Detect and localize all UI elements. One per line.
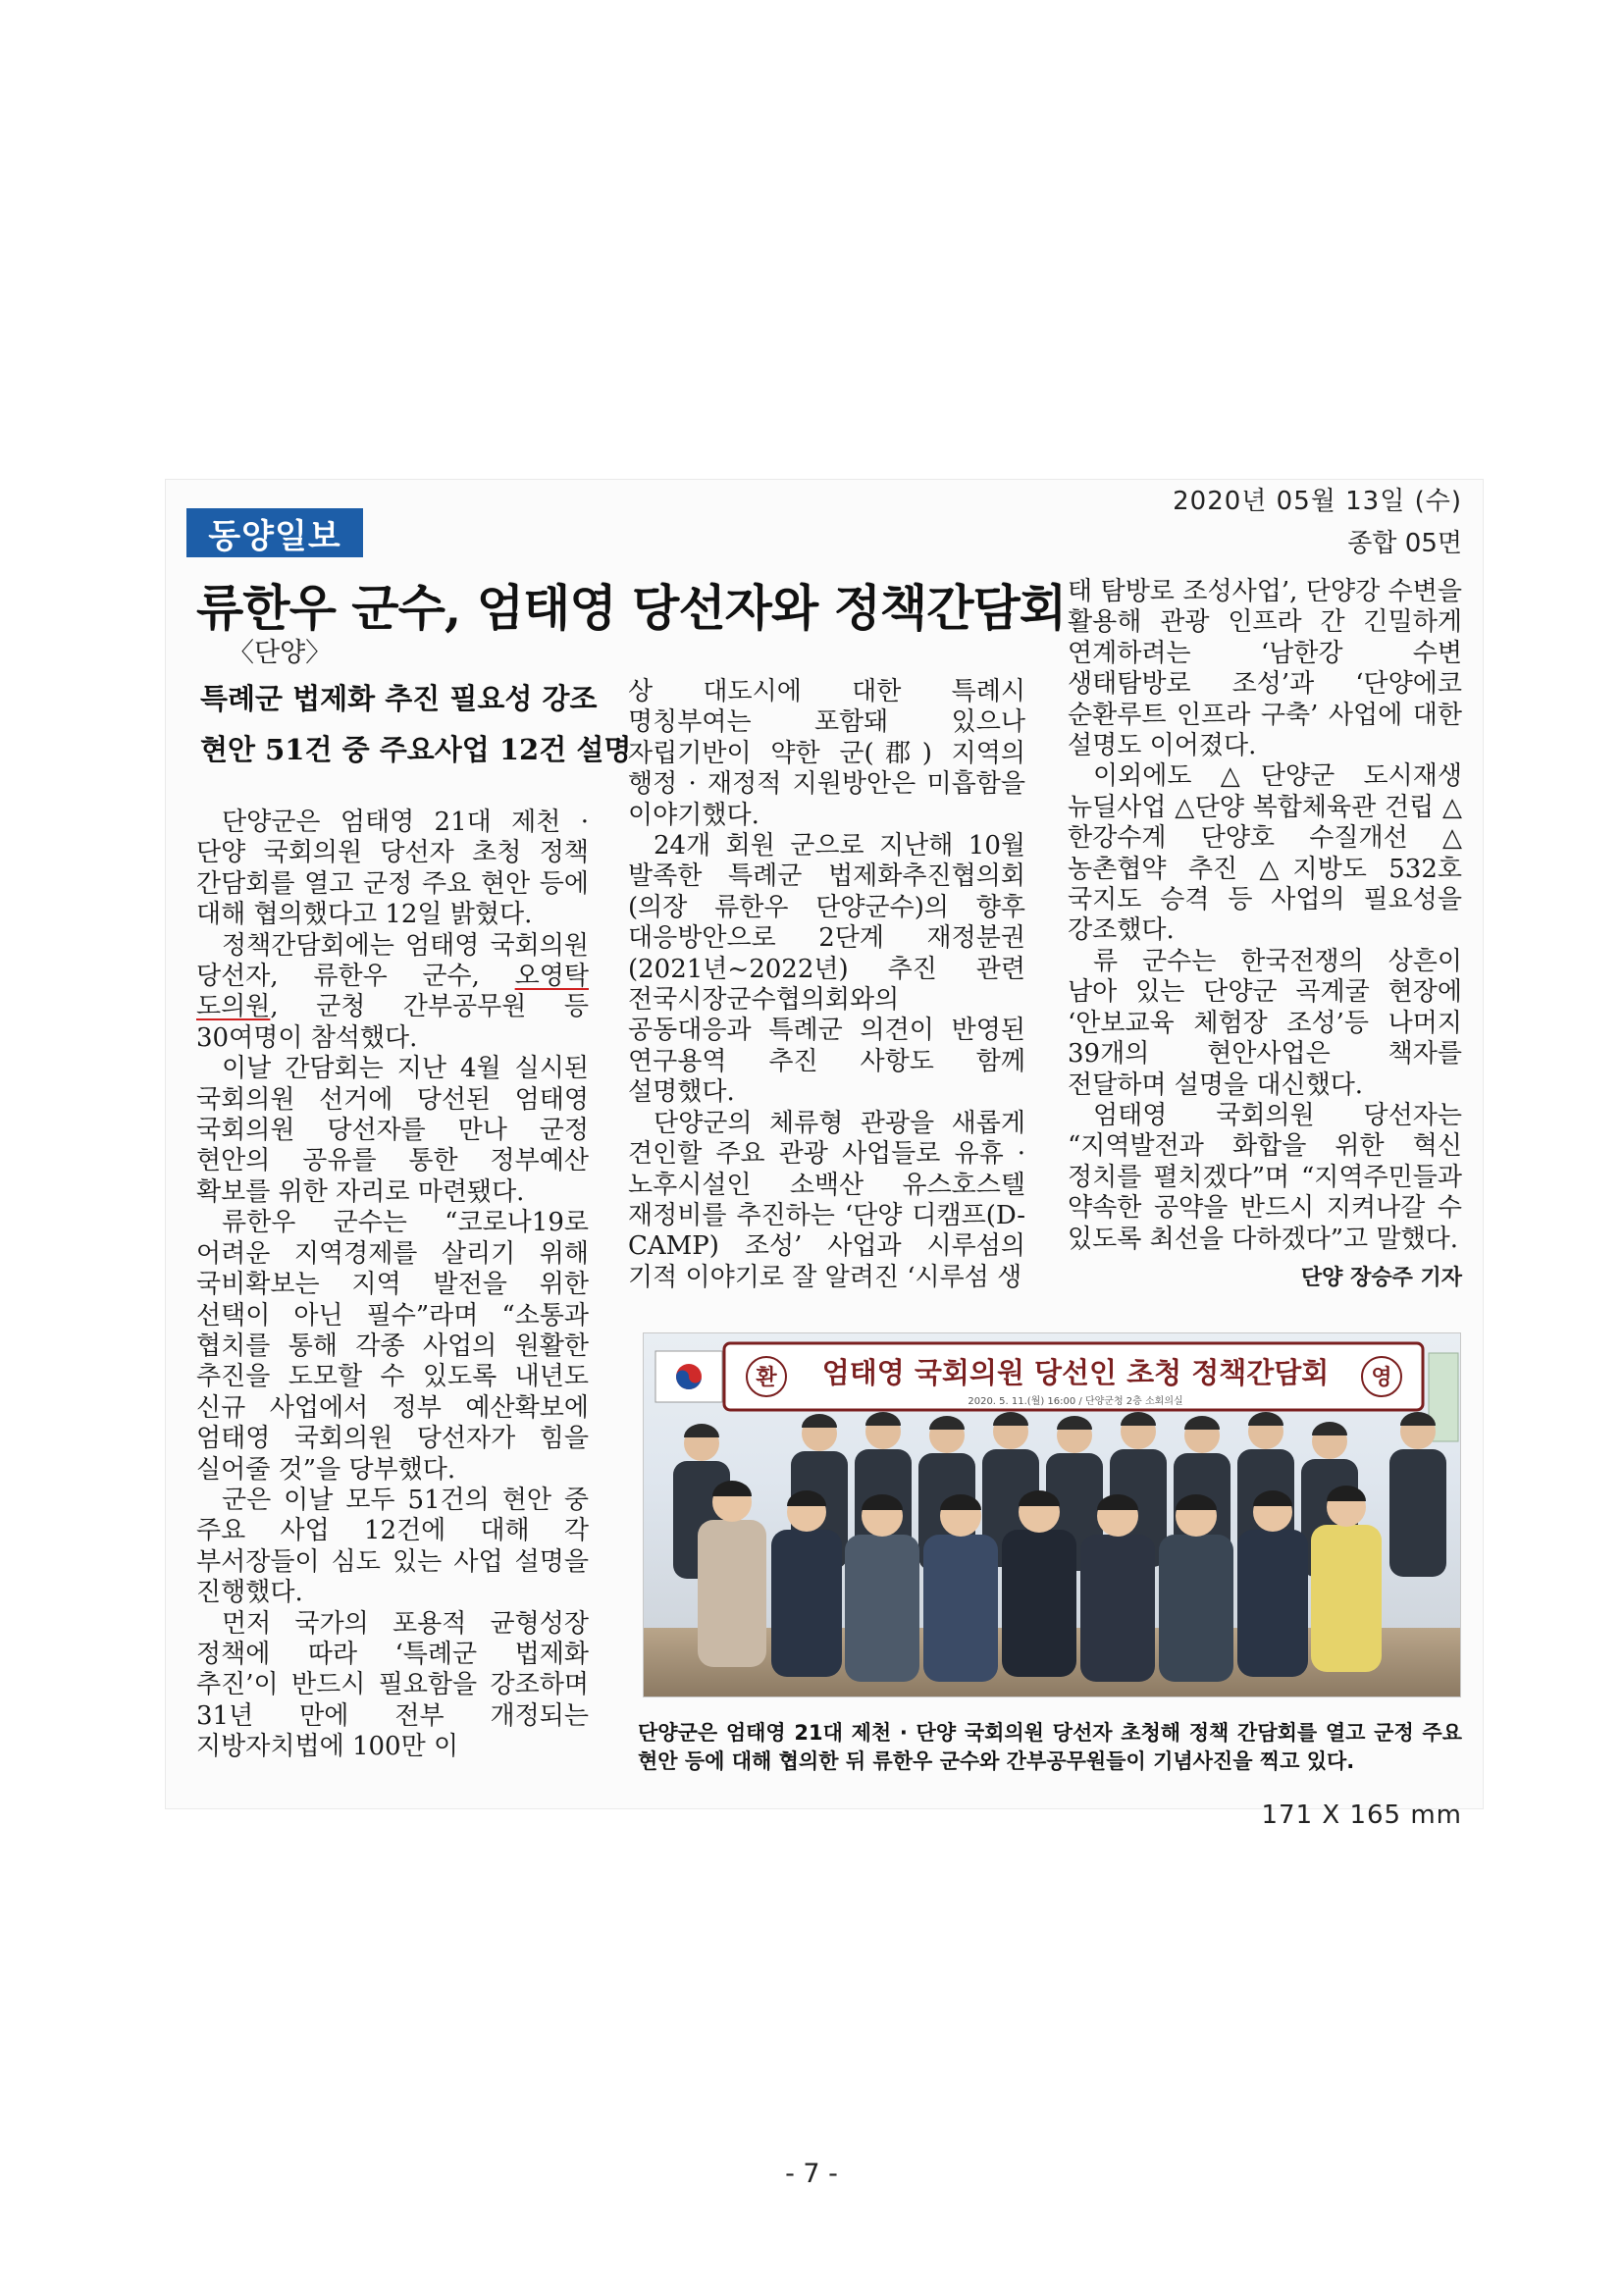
paragraph: 군은 이날 모두 51건의 현안 중 주요 사업 12건에 대해 각 부서장들이 심도 있는 사업 설명을 진행했다. — [196, 1485, 589, 1608]
paragraph: 엄태영 국회의원 당선자는 “지역발전과 화합을 위한 혁신 정치를 펼치겠다”며 “지역주민들과 약속한 공약을 반드시 지켜나갈 수 있도록 최선을 다하겠다”고 말했다. — [1068, 1100, 1462, 1254]
paragraph-text: , 군청 간부공무원 등 30여명이 참석했다. — [196, 992, 589, 1053]
article-headline: 류한우 군수, 엄태영 당선자와 정책간담회 — [196, 579, 1067, 637]
article-column-3 — [1068, 577, 1462, 1255]
paragraph: 24개 회원 군으로 지난해 10월 발족한 특례군 법제화추진협의회(의장 류한우 단양군수)의 향후 대응방안으로 2단계 재정분권(2021년~2022년) 추진 관련 전국시장군수협의회와의 공동대응과 특례군 의견이 반영된 연구용역 추진 사항도 함께 설명했다. — [628, 831, 1025, 1108]
page-number: - 7 - — [785, 2159, 838, 2189]
paragraph: 이외에도 △단양군 도시재생 뉴딜사업 △단양 복합체육관 건립 △한강수계 단양호 수질개선 △농촌협약 추진 △지방도 532호 국지도 승격 등 사업의 필요성을 강조했다. — [1068, 761, 1462, 946]
paragraph: 단양군은 엄태영 21대 제천 · 단양 국회의원 당선자 초청 정책 간담회를 열고 군정 주요 현안 등에 대해 협의했다고 12일 밝혔다. — [196, 808, 589, 930]
subhead-2: 현안 51건 중 주요사업 12건 설명 — [200, 733, 632, 766]
group-photo-illustration — [644, 1333, 1460, 1696]
paragraph: 단양군의 체류형 관광을 새롭게 견인할 주요 관광 사업들로 유휴 · 노후시설인 소백산 유스호스텔 재정비를 추진하는 ‘단양 디캠프(D-CAMP) 조성’ 사업과 시루섬의 기적 이야기로 잘 알려진 ‘시루섬 생 — [628, 1108, 1025, 1292]
banner-subtitle: 2020. 5. 11.(월) 16:00 / 단양군청 2층 소회의실 — [968, 1396, 1183, 1407]
paragraph: 상 대도시에 대한 특례시 명칭부여는 포함돼 있으나 자립기반이 약한 군(郡) 지역의 행정 · 재정적 지원방안은 미흡함을 이야기했다. — [628, 677, 1025, 830]
paragraph: 류한우 군수는 “코로나19로 어려운 지역경제를 살리기 위해 국비확보는 지역 발전을 위한 선택이 아닌 필수”라며 “소통과 협치를 통해 각종 사업의 원활한 추진을 도모할 수 있도록 내년도 신규 사업에서 정부 예산확보에 엄태영 국회의원 당선자가 힘을 실어줄 것”을 당부했다. — [196, 1208, 589, 1485]
article-column-1 — [196, 808, 589, 1763]
paragraph: 먼저 국가의 포용적 균형성장 정책에 따라 ‘특례군 법제화 추진’이 반드시 필요함을 강조하며 31년 만에 전부 개정되는 지방자치법에 100만 이 — [196, 1608, 589, 1762]
banner-title: 엄태영 국회의원 당선인 초청 정책간담회 — [821, 1356, 1330, 1389]
front-row-people — [698, 1481, 1382, 1682]
highlighted-name: 오영탁 도의원 — [196, 962, 589, 1022]
region-tag: 〈단양〉 — [228, 638, 333, 668]
paragraph: 류 군수는 한국전쟁의 상흔이 남아 있는 단양군 곡계굴 현장에 ‘안보교육 체험장 조성’등 나머지 39개의 현안사업은 책자를 전달하며 설명을 대신했다. — [1068, 946, 1462, 1100]
banner-mark-right-text: 영 — [1371, 1366, 1392, 1390]
paragraph — [196, 931, 589, 1055]
section-page: 종합 05면 — [1347, 529, 1462, 558]
paragraph: 이날 간담회는 지난 4월 실시된 국회의원 선거에 당선된 엄태영 국회의원 당선자를 만나 군정 현안의 공유를 통한 정부예산 확보를 위한 자리로 마련됐다. — [196, 1054, 589, 1207]
article-column-2 — [628, 677, 1025, 1293]
paragraph-text: 정책간담회에는 엄태영 국회의원 당선자, 류한우 군수, — [196, 930, 589, 992]
national-flag-icon — [655, 1351, 722, 1402]
subhead-1: 특례군 법제화 추진 필요성 강조 — [200, 682, 598, 715]
group-photo — [643, 1332, 1461, 1697]
newspaper-logo: 동양일보 — [186, 508, 363, 557]
banner-mark-left-text: 환 — [756, 1366, 777, 1390]
photo-caption: 단양군은 엄태영 21대 제천 · 단양 국회의원 당선자 초청해 정책 간담회를 열고 군정 주요 현안 등에 대해 협의한 뒤 류한우 군수와 간부공무원들이 기념사진을 찍고 있다. — [638, 1721, 1462, 1773]
clipping-size: 171 X 165 mm — [1261, 1800, 1462, 1830]
paragraph: 태 탐방로 조성사업’, 단양강 수변을 활용해 관광 인프라 간 긴밀하게 연계하려는 ‘남한강 수변 생태탐방로 조성’과 ‘단양에코 순환루트 인프라 구축’ 사업에 대한 설명도 이어졌다. — [1068, 577, 1462, 761]
reporter-byline: 단양 장승주 기자 — [1300, 1266, 1462, 1290]
publication-date: 2020년 05월 13일 (수) — [1173, 487, 1462, 516]
